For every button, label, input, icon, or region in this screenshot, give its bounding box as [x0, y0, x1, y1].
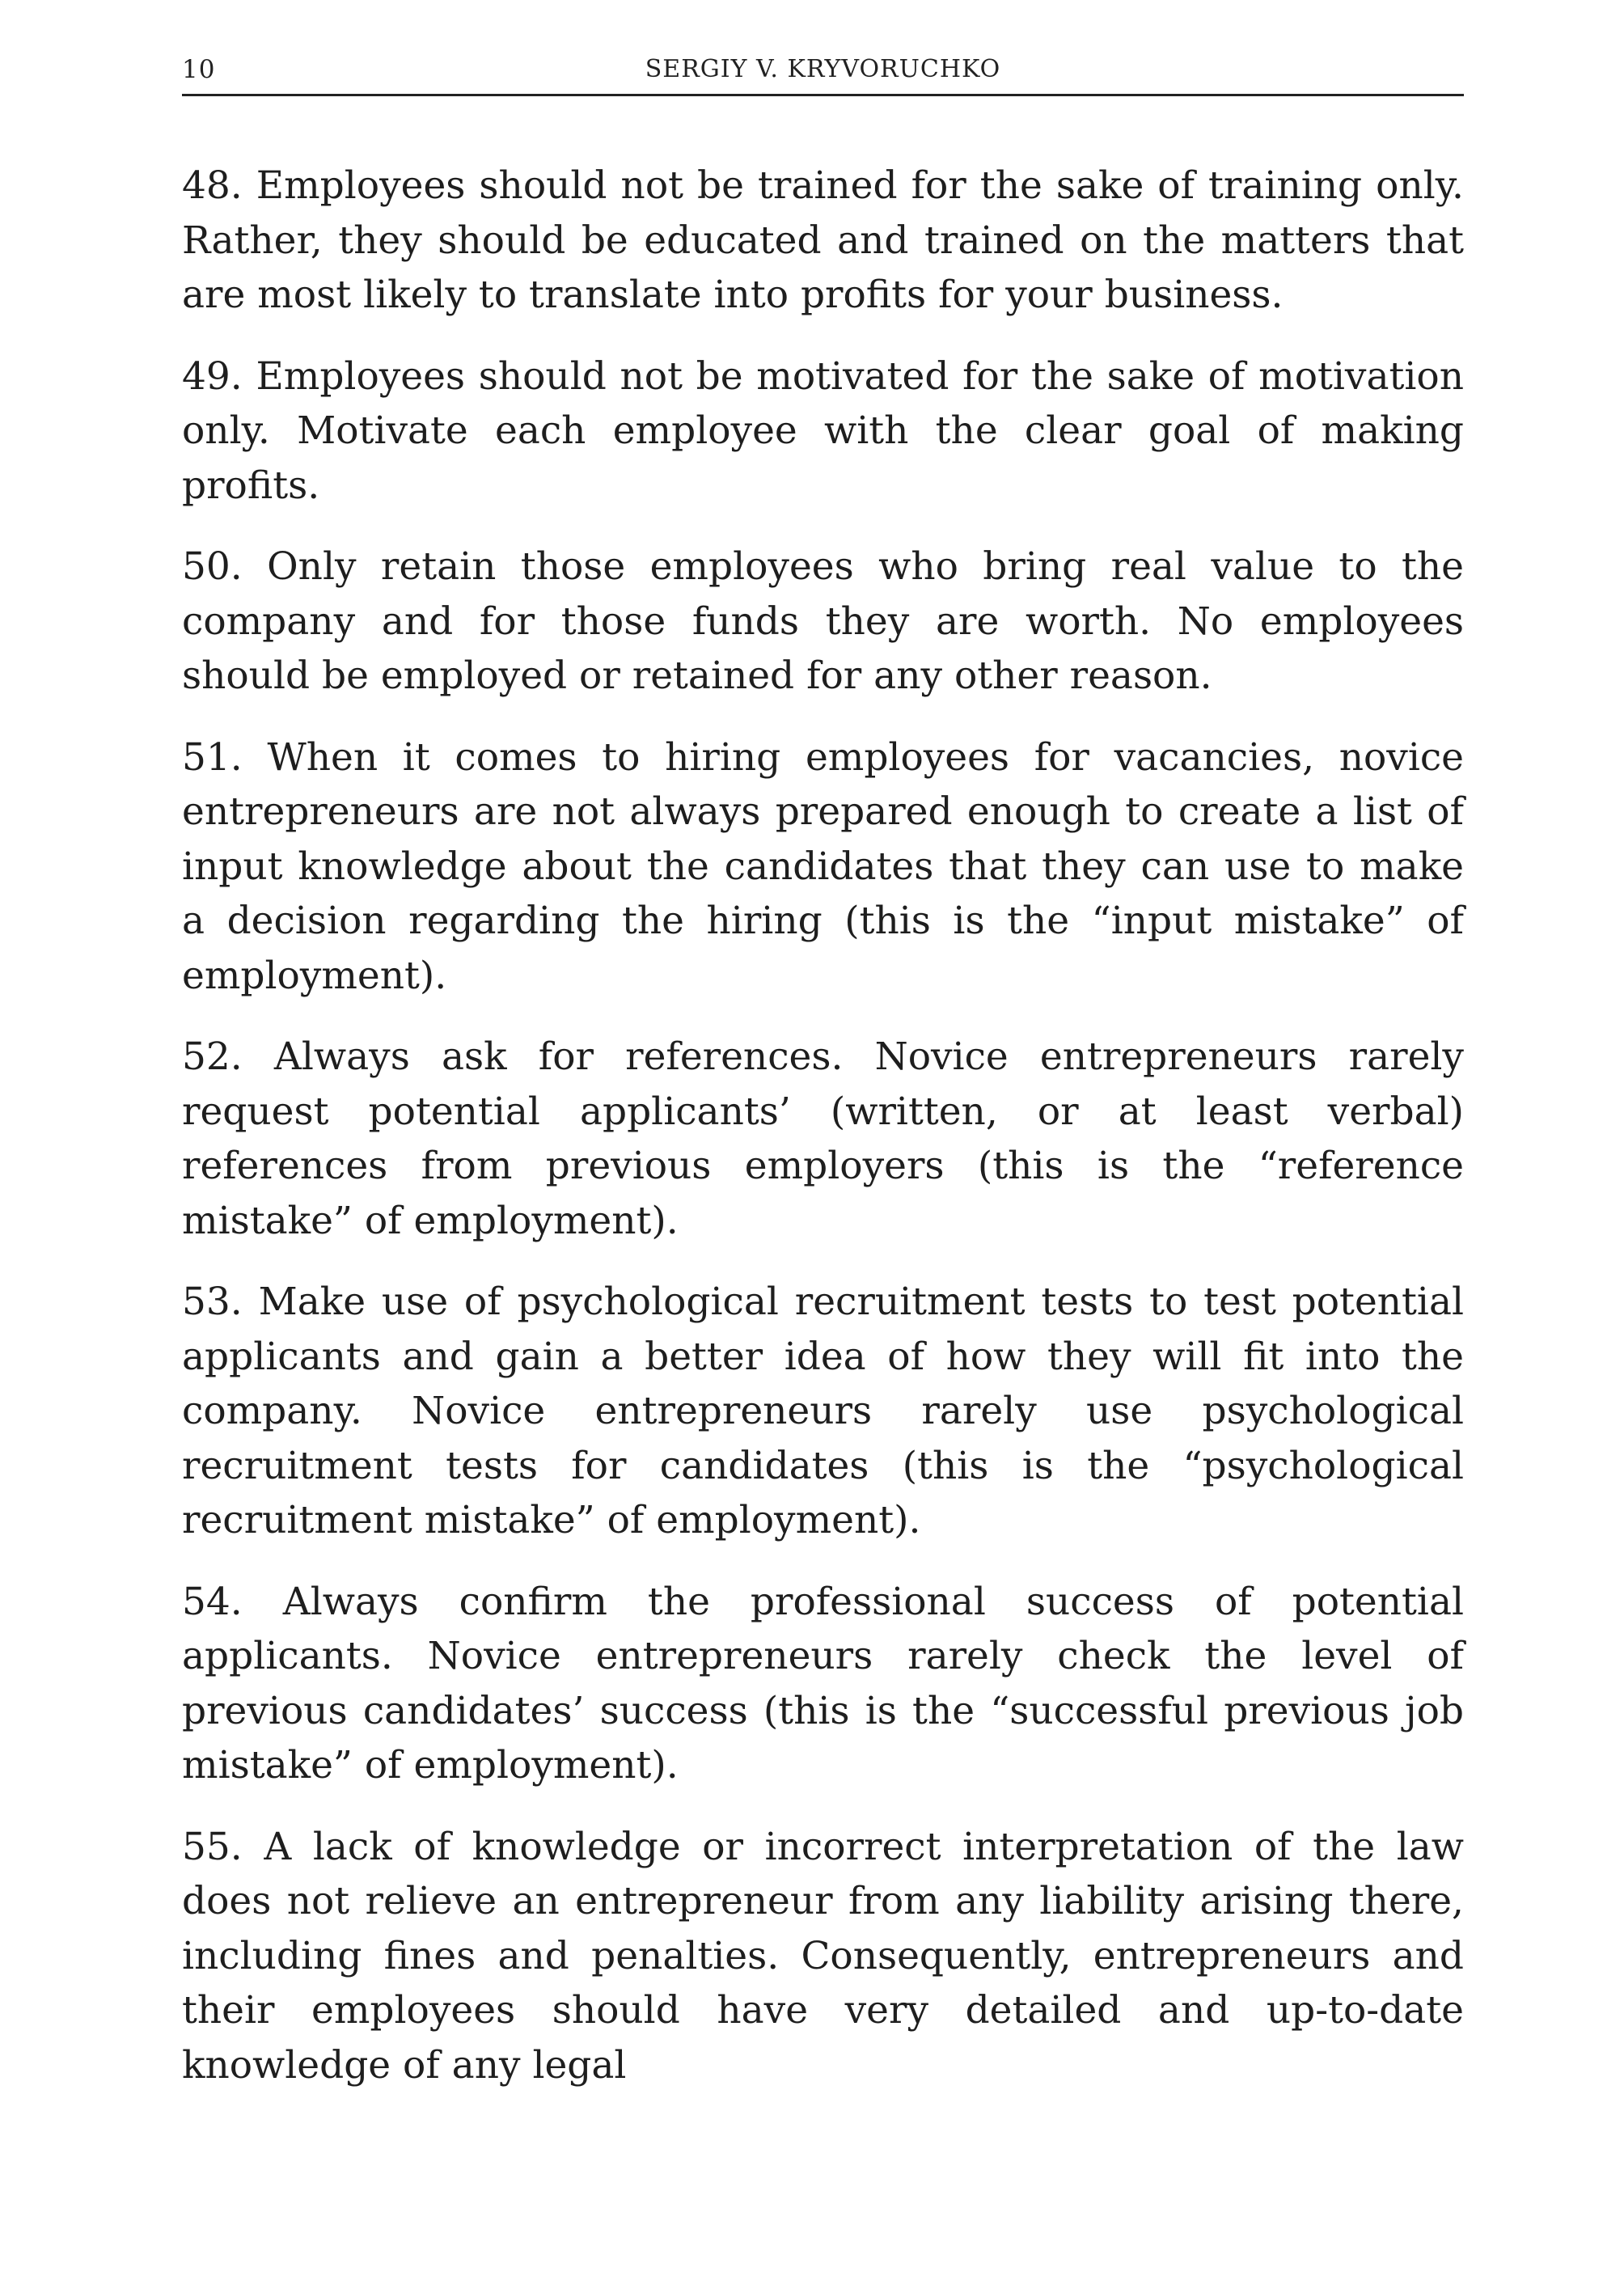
paragraph-52: 52. Always ask for references. Novice entrepreneurs rarely request potential applicants’ (written, or at least verbal) references from previous employers (this is the “reference mistake” of employment). — [182, 1034, 1464, 1243]
running-header-author: SERGIY V. KRYVORUCHKO — [645, 55, 1001, 83]
paragraph-48: 48. Employees should not be trained for the sake of training only. Rather, they should be educated and trained on the matters that are most likely to translate into profits for your business. — [182, 163, 1464, 317]
body-text — [182, 159, 1464, 2119]
paragraph-54: 54. Always confirm the professional success of potential applicants. Novice entrepreneurs rarely check the level of previous candidates’ success (this is the “successful previous job mistake” of employment). — [182, 1579, 1464, 1787]
paragraph-50: 50. Only retain those employees who bring real value to the company and for those funds they are worth. No employees should be employed or retained for any other reason. — [182, 544, 1464, 698]
paragraph-55: 55. A lack of knowledge or incorrect interpretation of the law does not relieve an entrepreneur from any liability arising there, including fines and penalties. Consequently, entrepreneurs and their employees should have very detailed and up-to-date knowledge of any legal — [182, 1824, 1464, 2088]
book-page — [182, 0, 1464, 2293]
page-number: 10 — [182, 55, 216, 84]
running-header — [182, 49, 1464, 96]
paragraph-51: 51. When it comes to hiring employees for vacancies, novice entrepreneurs are not always prepared enough to create a list of input knowledge about the candidates that they can use to make a decision regarding the hiring (this is the “input mistake” of employment). — [182, 734, 1464, 998]
paragraph-49: 49. Employees should not be motivated for the sake of motivation only. Motivate each employee with the clear goal of making profits. — [182, 353, 1464, 508]
paragraph-53: 53. Make use of psychological recruitment tests to test potential applicants and gain a better idea of how they will fit into the company. Novice entrepreneurs rarely use psychological recruitment tests for candidates (this is the “psychological recruitment mistake” of employment). — [182, 1280, 1464, 1542]
